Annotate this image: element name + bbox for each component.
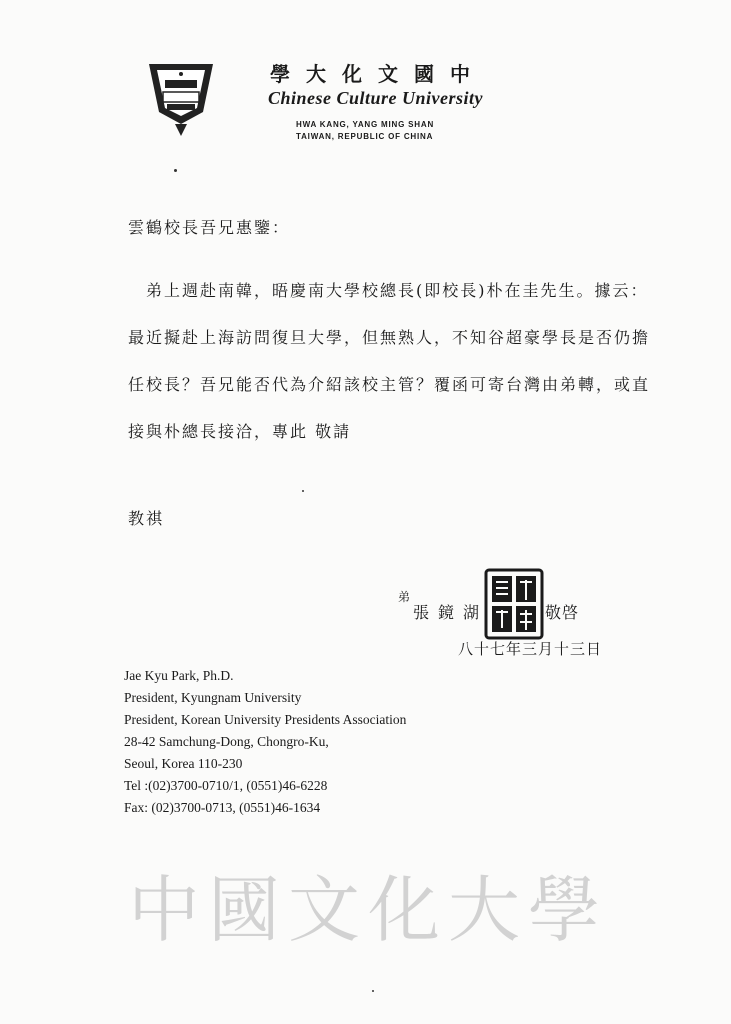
closing: 教祺 [128,509,165,528]
salutation: 雲鶴校長吾兄惠鑒： [128,218,291,237]
body-line: 最近擬赴上海訪問復旦大學，但無熟人，不知谷超豪學長是否仍擔 [128,328,651,347]
letter-body [128,280,668,468]
seal-stamp [484,568,544,640]
addressee-line: Fax: (02)3700-0713, (0551)46-1634 [124,800,321,815]
university-name-chinese: 學大化文國中 [270,62,486,86]
university-logo [147,58,215,138]
address-line: HWA KANG, YANG MING SHAN [296,120,435,129]
letter-date: 八十七年三月十三日 [458,640,603,658]
university-address [296,119,434,143]
signature-respect: 敬啓 [545,603,580,622]
addressee-line: President, Kyungnam University [124,690,302,705]
body-line: 接與朴總長接洽，專此 敬請 [128,422,352,441]
signature-name: 張鏡湖 [413,603,489,622]
university-name-english: Chinese Culture University [268,88,484,108]
address-line: TAIWAN, REPUBLIC OF CHINA [296,132,434,141]
addressee-block [124,665,406,819]
addressee-line: Tel :(02)3700-0710/1, (0551)46-6228 [124,778,328,793]
signature-prefix: 弟 [398,590,411,604]
addressee-line: President, Korean University Presidents Association [124,712,407,727]
ink-dot [372,990,374,992]
body-line: 弟上週赴南韓，晤慶南大學校總長(即校長)朴在圭先生。據云： [146,281,649,300]
addressee-line: Seoul, Korea 110-230 [124,756,243,771]
ink-dot [174,169,177,172]
addressee-line: Jae Kyu Park, Ph.D. [124,668,234,683]
ink-dot [302,490,304,492]
body-line: 任校長？吾兄能否代為介紹該校主管？覆函可寄台灣由弟轉，或直 [128,375,651,394]
addressee-line: 28-42 Samchung-Dong, Chongro-Ku, [124,734,329,749]
watermark: 中國文化大學 [128,868,609,952]
